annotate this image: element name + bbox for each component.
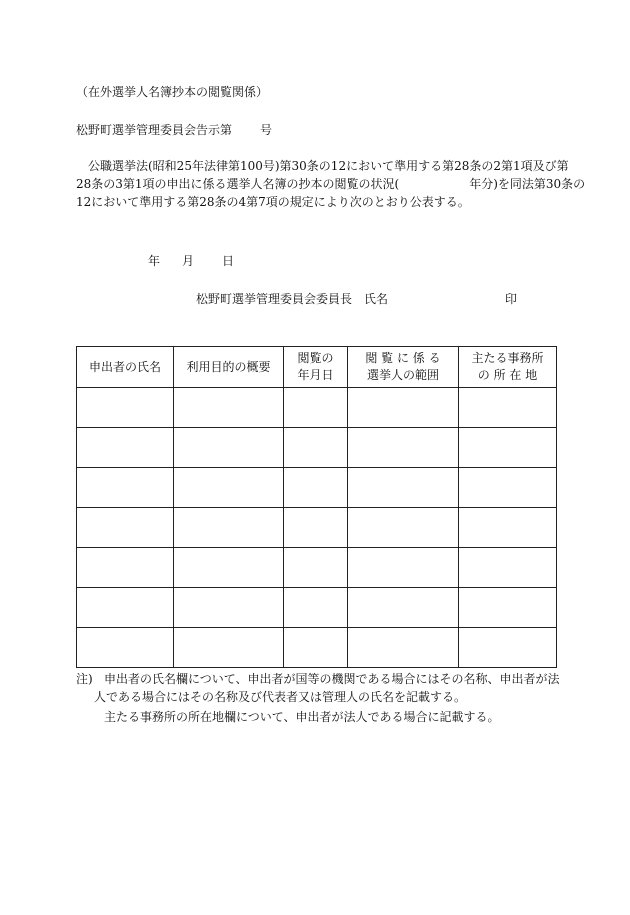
signature-line	[196, 293, 388, 305]
table-cell	[459, 468, 557, 508]
header-purpose: 利用目的の概要	[174, 347, 284, 388]
table-cell	[348, 508, 459, 548]
signatory-title: 松野町選挙管理委員会委員長	[196, 292, 353, 306]
header-applicant-name: 申出者の氏名	[77, 347, 174, 388]
notice-body	[76, 157, 586, 211]
table-cell	[174, 468, 284, 508]
body-line-2	[76, 175, 586, 193]
table-cell	[459, 628, 557, 668]
header-note: （在外選挙人名簿抄本の閲覧関係）	[76, 85, 269, 99]
table-cell	[174, 588, 284, 628]
notice-number	[76, 124, 272, 136]
date-line	[148, 255, 234, 267]
table-cell	[348, 588, 459, 628]
table-cell	[459, 588, 557, 628]
table-header-row	[77, 347, 557, 388]
body-line-2b: 年分)を同法第30条の	[469, 177, 586, 191]
table-cell	[77, 588, 174, 628]
table-row	[77, 548, 557, 588]
table-cell	[284, 628, 348, 668]
footnote-line-2: 人である場合にはその名称及び代表者又は管理人の氏名を記載する。	[94, 690, 467, 704]
table-cell	[174, 548, 284, 588]
footnote-line-3: 主たる事務所の所在地欄について、申出者が法人である場合に記載する。	[104, 710, 500, 724]
body-line-2a: 28条の3第1項の申出に係る選挙人名簿の抄本の閲覧の状況(	[76, 177, 400, 191]
table-cell	[77, 388, 174, 428]
table-cell	[174, 428, 284, 468]
table-cell	[348, 428, 459, 468]
table-cell	[284, 548, 348, 588]
body-line-3: 12において準用する第28条の4第7項の規定により次のとおり公表する。	[76, 195, 470, 209]
footnote-line-1: 注) 申出者の氏名欄について、申出者が国等の機関である場合にはその名称、申出者が法	[76, 672, 560, 686]
table-body	[77, 388, 557, 668]
request-table	[76, 346, 557, 668]
header-office-location: 主たる事務所 の 所 在 地	[459, 347, 557, 388]
header-view-date: 閲覧の 年月日	[284, 347, 348, 388]
table-cell	[459, 388, 557, 428]
notice-suffix: 号	[260, 123, 273, 137]
table-cell	[348, 388, 459, 428]
table-cell	[284, 588, 348, 628]
name-label: 氏名	[364, 292, 389, 306]
table-cell	[77, 628, 174, 668]
table-cell	[348, 628, 459, 668]
table-cell	[459, 548, 557, 588]
table-row	[77, 388, 557, 428]
date-day: 日	[222, 254, 235, 268]
table-cell	[284, 388, 348, 428]
table-row	[77, 508, 557, 548]
table-cell	[459, 508, 557, 548]
date-month: 月	[182, 254, 195, 268]
date-year: 年	[148, 254, 161, 268]
table-row	[77, 628, 557, 668]
table-cell	[77, 468, 174, 508]
footnote-mark: 注)	[76, 672, 93, 686]
table-row	[77, 588, 557, 628]
table-cell	[174, 388, 284, 428]
table-cell	[284, 508, 348, 548]
table-row	[77, 428, 557, 468]
table-row	[77, 468, 557, 508]
table-cell	[284, 428, 348, 468]
seal-mark: 印	[505, 292, 518, 306]
table-cell	[77, 508, 174, 548]
table-cell	[77, 428, 174, 468]
header-voter-scope: 閲 覧 に 係 る 選挙人の範囲	[348, 347, 459, 388]
table-cell	[174, 628, 284, 668]
table-cell	[348, 468, 459, 508]
notice-prefix: 松野町選挙管理委員会告示第	[76, 123, 233, 137]
table-cell	[459, 428, 557, 468]
footnote	[76, 670, 566, 726]
table-cell	[174, 508, 284, 548]
body-line-1: 公職選挙法(昭和25年法律第100号)第30条の12において準用する第28条の2第1項及び第	[88, 159, 569, 173]
table-cell	[348, 548, 459, 588]
table-cell	[77, 548, 174, 588]
table-cell	[284, 468, 348, 508]
